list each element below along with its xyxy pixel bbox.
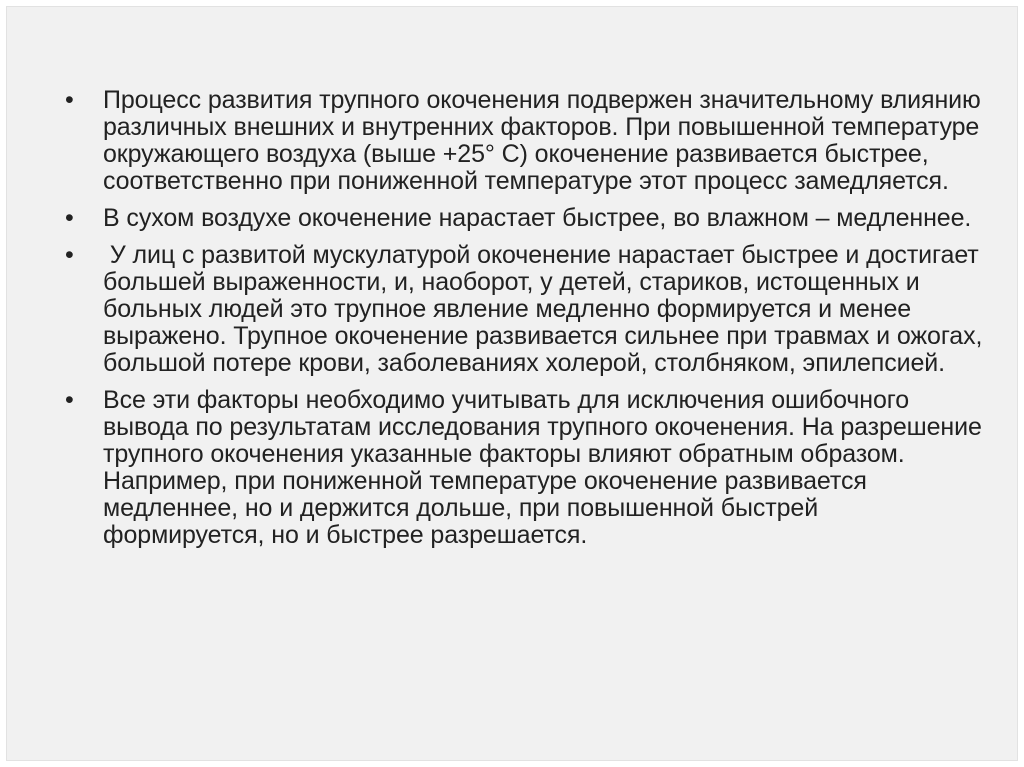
bullet-text-3: У лиц с развитой мускулатурой окоченение нарастает быстрее и достигает большей выраженности, и, наоборот, у детей, стариков, истощенных и больных людей это трупное явление медленно формируется и менее выражено. Трупное окоченение развивается сильнее при травмах и ожогах, большой потере крови, заболеваниях холерой, столбняком, эпилепсией. [103,241,990,377]
bullet-icon: • [65,86,74,114]
bullet-icon: • [65,204,74,232]
bullet-item-2 [65,205,985,232]
bullet-item-4 [65,386,989,549]
bullet-text-4: Все эти факторы необходимо учитывать для исключения ошибочного вывода по результатам исследования трупного окоченения. На разрешение трупного окоченения указанные факторы влияют обратным образом. Например, при пониженной температуре окоченение развивается медленнее, но и держится дольше, при повышенной быстрей формируется, но и быстрее разрешается. [103,386,989,549]
bullet-icon: • [65,386,74,414]
bullet-list [65,86,990,559]
bullet-icon: • [65,241,74,269]
bullet-item-1 [65,86,988,195]
bullet-text-1: Процесс развития трупного окоченения подвержен значительному влиянию различных внешних и внутренних факторов. При повышенной температуре окружающего воздуха (выше +25° С) окоченение развивается быстрее, соответственно при пониженной температуре этот процесс замедляется. [103,86,988,195]
bullet-item-3 [65,241,990,377]
bullet-text-2: В сухом воздухе окоченение нарастает быстрее, во влажном – медленнее. [103,204,972,232]
slide [6,6,1018,761]
